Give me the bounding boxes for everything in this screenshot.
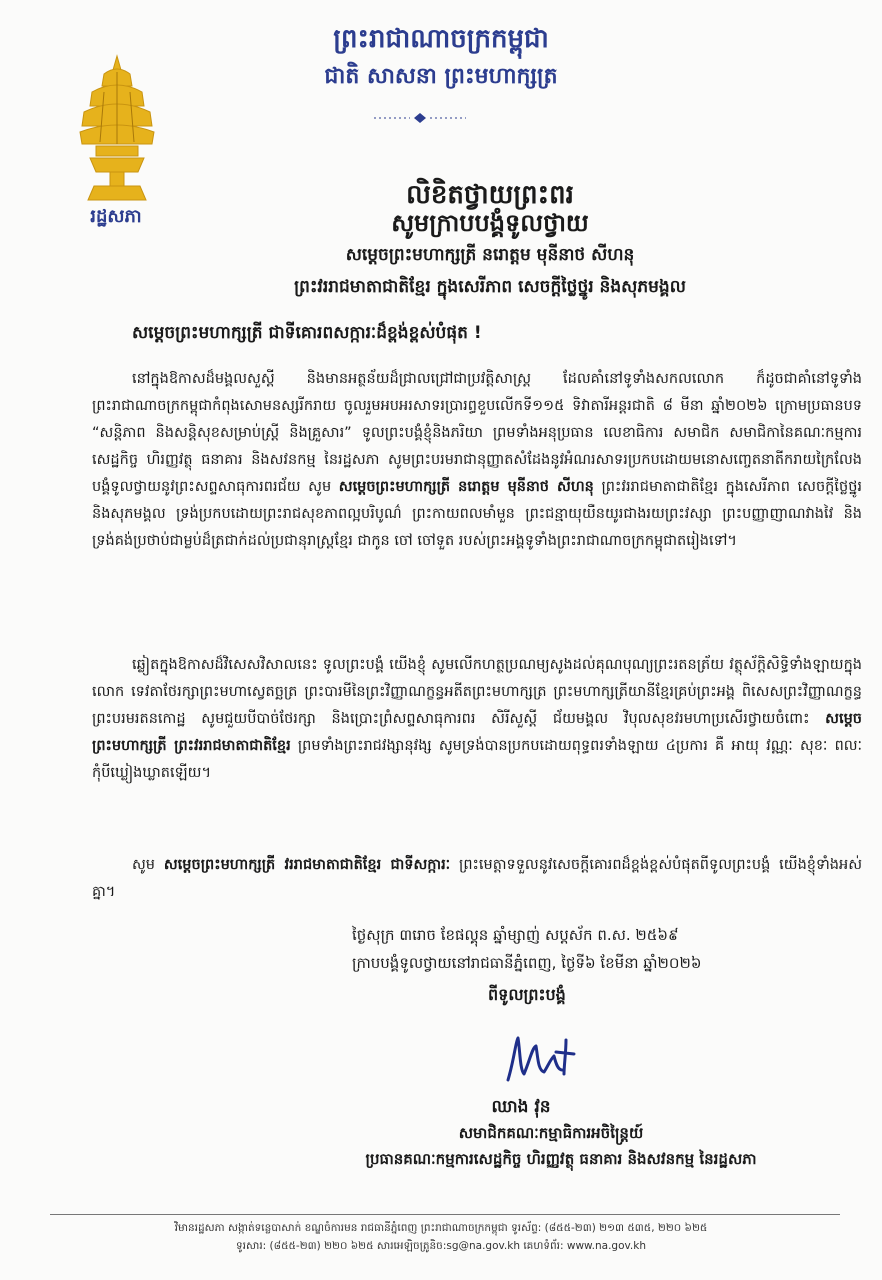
body-paragraph-1 [92, 366, 862, 555]
institution-label: រដ្ឋសភា [90, 206, 142, 227]
paragraph-text: នៅក្នុងឱកាសដ៏មង្គលសួស្តី និងមានអត្ថន័យដ៏ជ្រាលជ្រៅជាប្រវត្តិសាស្ត្រ ដែលគាំនៅទូទាំងសកលលោក ក៏ដូចជាគាំនៅទូទាំងព្រះរាជាណាចក្រកម្ពុជាកំពុងសោមនស្សរីករាយ ចូលរួមអបអរសាទរប្រារព្ធខួបលើកទី១១៥ ទិវាតារីអន្តរជាតិ ៨ មីនា ឆ្នាំ២០២៦ ក្រោមប្រធានបទ “សន្តិភាព និងសន្តិសុខសម្រាប់ស្ត្រី និងគ្រួសារ” ទូលព្រះបង្គំខ្ញុំនិងភរិយា ព្រមទាំងអនុប្រធាន លេខាធិការ សមាជិក សមាជិកានៃគណៈកម្មការសេដ្ឋកិច្ច ហិរញ្ញវត្ថុ ធនាគារ និងសវនកម្ម នៃរដ្ឋសភា សូមព្រះបរមរាជានុញ្ញាតសំដែងនូវអំណរសាទរប្រកបដោយមនោសញ្ចេតនាតីករាយក្រៃលែង បង្គំទូលថ្វាយនូវព្រះសព្ទសាធុការពរជ័យ សូម [92, 371, 862, 495]
salutation: សម្តេចព្រះមហាក្សត្រី ជាទីគោរពសក្ការៈដ៏ខ្ពង់ខ្ពស់បំផុត ! [132, 323, 482, 343]
addressee-name: សម្តេចព្រះមហាក្សត្រី នរោត្តម មុនីនាថ សីហនុ [345, 245, 635, 265]
paragraph-text: ព្រមទាំងព្រះរាជវង្សានុវង្ស សូមទ្រង់បានប្រកបដោយពុទ្ធពរទាំងឡាយ ៤ប្រការ គឺ អាយុ វណ្ណៈ សុខៈ ពលៈ កុំបីឃ្លៀងឃ្លាតឡើយ។ [92, 738, 862, 781]
national-motto: ជាតិ សាសនា ព្រះមហាក្សត្រ [324, 64, 558, 89]
footer-divider [50, 1214, 840, 1215]
paragraph-text: ព្រះមេត្តាទទួលនូវសេចក្តីគោរពដ៏ខ្ពង់ខ្ពស់បំផុតពីទូលព្រះបង្គំ យើងខ្ញុំទាំងអស់គ្នា។ [92, 857, 863, 900]
paragraph-text: ព្រះវររាជមាតាជាតិខ្មែរ ក្នុងសេរីភាព សេចក្តីថ្លៃថ្នូរ និងសុភមង្គល ទ្រង់ប្រកបដោយព្រះរាជសុខភាពល្អបរិបូណ៌ ព្រះកាយពលមាំមួន ព្រះជន្មាយុយឺនយូរជាងរយព្រះវស្សា ព្រះបញ្ញាញាណវាងវៃ និងទ្រង់គង់ប្រថាប់ជាម្លប់ដ៏ត្រជាក់ដល់ប្រជានុរាស្ត្រខ្មែរ ជាកូន ចៅ ចៅទួត របស់ព្រះអង្គទូទាំងព្រះរាជាណាចក្រកម្ពុជាតរៀងទៅ។ [92, 479, 863, 549]
lunar-date: ថ្ងៃសុក្រ ៣រោច ខែផល្គុន ឆ្នាំម្សាញ់ សប្តស័ក ព.ស. ២៥៦៩ [352, 926, 679, 944]
letter-title: លិខិតថ្វាយព្រះពរ [406, 180, 574, 210]
body-paragraph-3 [92, 852, 862, 906]
paragraph-emphasis: សម្តេចព្រះមហាក្សត្រី នរោត្តម មុនីនាថ សីហនុ [338, 479, 594, 495]
paragraph-emphasis: សម្តេចព្រះមហាក្សត្រី ព្រះវររាជមាតាជាតិខ្មែរ [92, 711, 862, 754]
addressee-title: ព្រះវររាជមាតាជាតិខ្មែរ ក្នុងសេរីភាព សេចក្តីថ្លៃថ្នូរ និងសុភមង្គល [294, 277, 686, 297]
paragraph-text: ឆ្លៀតក្នុងឱកាសដ៏វិសេសវិសាលនេះ ទូលព្រះបង្គំ យើងខ្ញុំ សូមលើកហត្ថប្រណម្យសូងដល់គុណបុណ្យព្រះរតនត្រ័យ វត្ថុស័ក្តិសិទ្ធិទាំងឡាយក្នុងលោក ទេវតាថែរក្សាព្រះមហាស្វេតច្ឆត្រ ព្រះបារមីនៃព្រះវិញ្ញាណក្ខន្ធអតីតព្រះមហាក្សត្រ ព្រះមហាក្សត្រីយានីខ្មែរគ្រប់ព្រះអង្គ ពិសេសព្រះវិញ្ញាណក្ខន្ធព្រះបរមរតនកោដ្ឋ សូមជួយបីបាច់ថែរក្សា និងប្រោះព្រំសព្ទសាធុការពរ សិរីសួស្តី ជ័យមង្គល វិបុលសុខវរមហាប្រសើរថ្វាយចំពោះ [92, 657, 862, 727]
letter-subtitle: សូមក្រាបបង្គំទូលថ្វាយ [391, 209, 589, 237]
kingdom-heading: ព្រះរាជាណាចក្រកម្ពុជា [333, 24, 549, 54]
signer-role-1: សមាជិកគណៈកម្មាធិការអចិន្ត្រៃយ៍ [458, 1124, 644, 1142]
footer-contact: ទូរសារ: (៨៥៥-២៣) ២២០ ៦២៥ សារអេឡិចត្រូនិច:sg@na.gov.kh គេហទំព័រ: www.na.gov.kh [236, 1240, 646, 1252]
divider-ornament-icon [370, 112, 470, 124]
footer-address: វិមានរដ្ឋសភា សង្កាត់ទន្លេបាសាក់ ខណ្ឌចំការមន រាជធានីភ្នំពេញ ព្រះរាជាណាចក្រកម្ពុជា ទូរស័ព្ទ: (៨៥៥-២៣) ២១៣ ៥៣៥, ២២០ ៦២៥ [174, 1222, 708, 1234]
paragraph-emphasis: សម្តេចព្រះមហាក្សត្រី វររាជមាតាជាតិខ្មែរ ជាទីសក្ការៈ [163, 857, 451, 873]
solar-date: ក្រាបបង្គំទូលថ្វាយនៅរាជធានីភ្នំពេញ, ថ្ងៃទី៦ ខែមីនា ឆ្នាំ២០២៦ [352, 954, 702, 972]
closing-phrase: ពីទូលព្រះបង្គំ [488, 985, 566, 1004]
handwritten-signature-icon [500, 1030, 590, 1090]
body-paragraph-2 [92, 652, 862, 787]
signer-role-2: ប្រធានគណៈកម្មការសេដ្ឋកិច្ច ហិរញ្ញវត្ថុ ធនាគារ និងសវនកម្ម នៃរដ្ឋសភា [365, 1150, 757, 1168]
paragraph-text: សូម [132, 857, 164, 873]
signer-name: ឈាង វុន [491, 1097, 551, 1117]
